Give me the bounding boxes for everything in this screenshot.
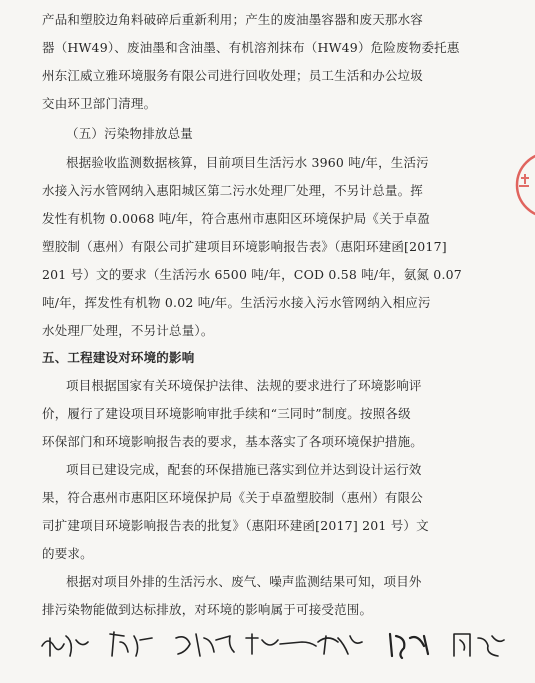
handwritten-signatures (40, 624, 510, 664)
paragraph-line: 交由环卫部门清理。 (42, 96, 157, 111)
paragraph-line: 项目根据国家有关环境保护法律、法规的要求进行了环境影响评 (66, 378, 422, 393)
paragraph-line: 吨/年，挥发性有机物 0.02 吨/年。生活污水接入污水管网纳入相应污 (42, 295, 431, 310)
red-seal-stamp (507, 150, 535, 220)
paragraph-line: 排污染物能做到达标排放，对环境的影响属于可接受范围。 (42, 602, 373, 617)
paragraph-line: 器（HW49）、废油墨和含油墨、有机溶剂抹布（HW49）危险废物委托惠 (42, 40, 460, 55)
paragraph-line: 州东江威立雅环境服务有限公司进行回收处理；员工生活和办公垃圾 (42, 68, 424, 83)
paragraph-line: 201 号）文的要求（生活污水 6500 吨/年，COD 0.58 吨/年，氨氮 0.07 (42, 267, 462, 282)
paragraph-line: 发性有机物 0.0068 吨/年，符合惠州市惠阳区环境保护局《关于卓盈 (42, 211, 430, 226)
paragraph-line: 水接入污水管网纳入惠阳城区第二污水处理厂处理，不另计总量。挥 (42, 183, 424, 198)
paragraph-line: 根据对项目外排的生活污水、废气、噪声监测结果可知，项目外 (66, 574, 422, 589)
paragraph-line: 司扩建项目环境影响报告表的批复》（惠阳环建函[2017] 201 号）文 (42, 518, 429, 533)
paragraph-line: 项目已建设完成，配套的环保措施已落实到位并达到设计运行效 (66, 462, 422, 477)
section-heading-environmental-impact: 五、工程建设对环境的影响 (42, 350, 195, 365)
paragraph-line: 水处理厂处理，不另计总量）。 (42, 323, 214, 338)
paragraph-line: 价，履行了建设项目环境影响审批手续和“三同时”制度。按照各级 (42, 406, 411, 421)
section-heading-pollutant-total: （五）污染物排放总量 (66, 126, 194, 141)
paragraph-line: 产品和塑胶边角料破碎后重新利用；产生的废油墨容器和废天那水容 (42, 12, 424, 27)
paragraph-line: 的要求。 (42, 546, 93, 561)
paragraph-line: 塑胶制（惠州）有限公司扩建项目环境影响报告表》（惠阳环建函[2017] (42, 239, 447, 254)
paragraph-line: 根据验收监测数据核算，目前项目生活污水 3960 吨/年，生活污 (66, 155, 429, 170)
paragraph-line: 环保部门和环境影响报告表的要求，基本落实了各项环境保护措施。 (42, 434, 424, 449)
paragraph-line: 果，符合惠州市惠阳区环境保护局《关于卓盈塑胶制（惠州）有限公 (42, 490, 424, 505)
